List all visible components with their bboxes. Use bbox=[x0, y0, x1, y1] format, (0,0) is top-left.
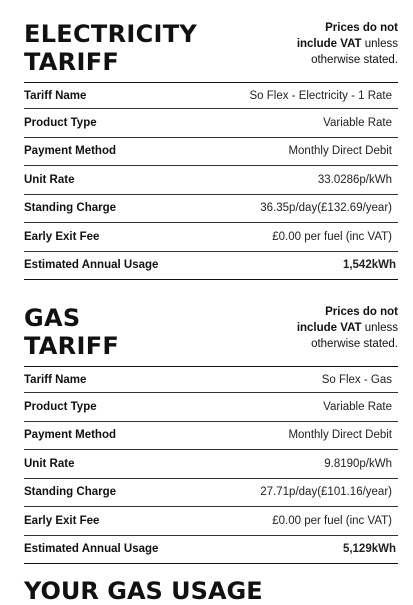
electricity-title-line2: TARIFF bbox=[24, 48, 120, 76]
gas-vat-note-suffix: otherwise stated. bbox=[311, 338, 398, 350]
row-value: 33.0286p/kWh bbox=[317, 173, 392, 186]
electricity-title-line1: ELECTRICITY bbox=[24, 20, 198, 48]
gas-row-estimated-usage bbox=[24, 536, 398, 565]
electricity-tariff-header bbox=[24, 20, 398, 82]
gas-vat-note bbox=[238, 304, 398, 352]
row-value: So Flex - Gas bbox=[321, 373, 392, 386]
electricity-tariff-table bbox=[24, 82, 398, 280]
row-value: Variable Rate bbox=[323, 116, 392, 129]
gas-row-payment-method bbox=[24, 422, 398, 451]
row-label: Early Exit Fee bbox=[24, 514, 100, 527]
gas-vat-note-bold: include VAT bbox=[296, 322, 362, 334]
electricity-row-estimated-usage bbox=[24, 252, 398, 281]
gas-row-standing-charge bbox=[24, 479, 398, 508]
gas-vat-note-mid: unless bbox=[361, 322, 398, 334]
electricity-vat-note-suffix: otherwise stated. bbox=[311, 54, 398, 66]
row-value: Monthly Direct Debit bbox=[288, 429, 392, 442]
row-value: 1,542kWh bbox=[342, 259, 396, 272]
gas-row-unit-rate bbox=[24, 450, 398, 479]
gas-row-product-type bbox=[24, 393, 398, 422]
gas-tariff-title bbox=[24, 304, 224, 360]
row-value: 5,129kWh bbox=[342, 543, 396, 556]
row-label: Standing Charge bbox=[24, 486, 117, 499]
gas-vat-note-prefix: Prices do not bbox=[325, 306, 398, 318]
electricity-vat-note-prefix: Prices do not bbox=[325, 22, 398, 34]
row-label: Product Type bbox=[24, 116, 97, 129]
electricity-vat-note bbox=[238, 20, 398, 68]
row-label: Product Type bbox=[24, 400, 97, 413]
electricity-tariff-title bbox=[24, 20, 224, 76]
row-label: Unit Rate bbox=[24, 457, 75, 470]
gas-tariff-section bbox=[24, 304, 398, 564]
row-label: Tariff Name bbox=[24, 373, 87, 386]
gas-title-line1: GAS bbox=[24, 304, 81, 332]
electricity-row-payment-method bbox=[24, 138, 398, 167]
row-value: 27.71p/day(£101.16/year) bbox=[260, 486, 392, 499]
gas-row-early-exit-fee bbox=[24, 507, 398, 536]
row-value: Variable Rate bbox=[323, 400, 392, 413]
gas-tariff-table bbox=[24, 366, 398, 564]
row-label: Tariff Name bbox=[24, 89, 87, 102]
electricity-row-standing-charge bbox=[24, 195, 398, 224]
row-label: Unit Rate bbox=[24, 173, 75, 186]
row-label: Standing Charge bbox=[24, 202, 117, 215]
row-value: £0.00 per fuel (inc VAT) bbox=[272, 230, 392, 243]
row-value: 9.8190p/kWh bbox=[324, 457, 392, 470]
gas-tariff-header bbox=[24, 304, 398, 366]
row-label: Estimated Annual Usage bbox=[24, 543, 159, 556]
row-label: Estimated Annual Usage bbox=[24, 259, 159, 272]
electricity-vat-note-bold: include VAT bbox=[296, 38, 362, 50]
electricity-row-tariff-name bbox=[24, 83, 398, 109]
row-value: 36.35p/day(£132.69/year) bbox=[260, 202, 392, 215]
row-value: Monthly Direct Debit bbox=[288, 145, 392, 158]
row-label: Early Exit Fee bbox=[24, 230, 100, 243]
electricity-tariff-section bbox=[24, 20, 398, 280]
electricity-row-unit-rate bbox=[24, 166, 398, 195]
row-label: Payment Method bbox=[24, 429, 117, 442]
electricity-row-early-exit-fee bbox=[24, 223, 398, 252]
gas-row-tariff-name bbox=[24, 367, 398, 393]
row-value: So Flex - Electricity - 1 Rate bbox=[249, 89, 392, 102]
row-value: £0.00 per fuel (inc VAT) bbox=[272, 514, 392, 527]
row-label: Payment Method bbox=[24, 145, 117, 158]
electricity-vat-note-mid: unless bbox=[361, 38, 398, 50]
gas-usage-heading: YOUR GAS USAGE bbox=[24, 577, 263, 605]
electricity-row-product-type bbox=[24, 109, 398, 138]
gas-title-line2: TARIFF bbox=[24, 332, 120, 360]
